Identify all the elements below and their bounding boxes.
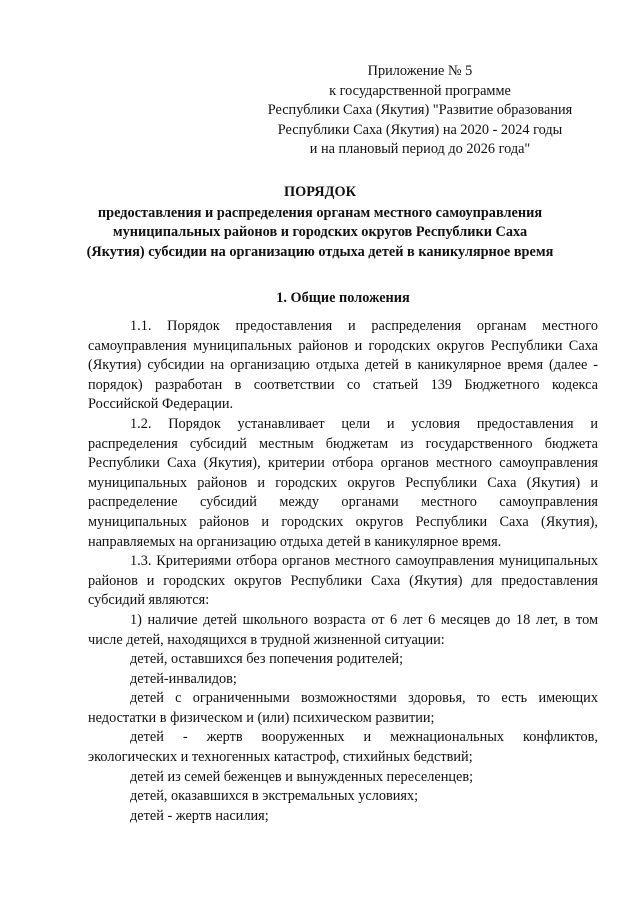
paragraph-1-1: 1.1. Порядок предоставления и распределения органам местного самоуправления муниципальных районов и городских округов Республики Саха (Якутия) субсидии на организацию отдыха детей в каникулярное время (далее - порядок) разработан в соответствии со статьей 139 Бюджетного кодекса Российской Федерации. xyxy=(88,318,598,413)
paragraph-1-3: 1.3. Критериями отбора органов местного самоуправления муниципальных районов и городских округов Республики Саха (Якутия) для предоставления субсидий являются: xyxy=(88,553,598,609)
list-item: детей с ограниченными возможностями здоровья, то есть имеющих недостатки в физическом и (или) психическом развитии; xyxy=(88,690,598,726)
list-item: детей - жертв насилия; xyxy=(130,807,269,824)
title-line: (Якутия) субсидии на организацию отдыха детей в каникулярное время xyxy=(86,243,554,260)
appendix-block xyxy=(240,62,600,160)
appendix-line: к государственной программе xyxy=(329,82,511,99)
criteria-item: 1) наличие детей школьного возраста от 6 лет 6 месяцев до 18 лет, в том числе детей, находящихся в трудной жизненной ситуации: xyxy=(88,611,598,648)
list-item: детей, оставшихся без попечения родителей; xyxy=(130,651,404,668)
appendix-line: Республики Саха (Якутия) на 2020 - 2024 годы xyxy=(277,121,563,138)
paragraph-1-2: 1.2. Порядок устанавливает цели и условия предоставления и распределения субсидий местным бюджетам из государственного бюджета Республики Саха (Якутия), критерии отбора органов местного самоуправления муниципальных районов и городских округов Республики Саха (Якутия) и распределение субсидий между органами местного самоуправления муниципальных районов и городских округов Республики Саха (Якутия), направляемых на организацию отдыха детей в каникулярное время. xyxy=(88,415,598,550)
title-line: муниципальных районов и городских округов Республики Саха xyxy=(112,224,528,241)
title-main: ПОРЯДОК xyxy=(284,184,356,200)
document-title xyxy=(60,183,580,262)
section-heading: 1. Общие положения xyxy=(276,290,410,306)
list-item: детей - жертв вооруженных и межнациональных конфликтов, экологических и техногенных катастроф, стихийных бедствий; xyxy=(88,729,598,766)
list-item: детей, оказавшихся в экстремальных условиях; xyxy=(130,788,419,805)
appendix-line: Республики Саха (Якутия) "Развитие образования xyxy=(267,102,573,119)
section-body xyxy=(88,317,598,826)
appendix-number: Приложение № 5 xyxy=(367,63,473,79)
appendix-line: и на плановый период до 2026 года" xyxy=(309,141,531,158)
list-item: детей-инвалидов; xyxy=(130,670,237,687)
title-line: предоставления и распределения органам местного самоуправления xyxy=(97,204,543,221)
list-item: детей из семей беженцев и вынужденных переселенцев; xyxy=(130,768,474,785)
